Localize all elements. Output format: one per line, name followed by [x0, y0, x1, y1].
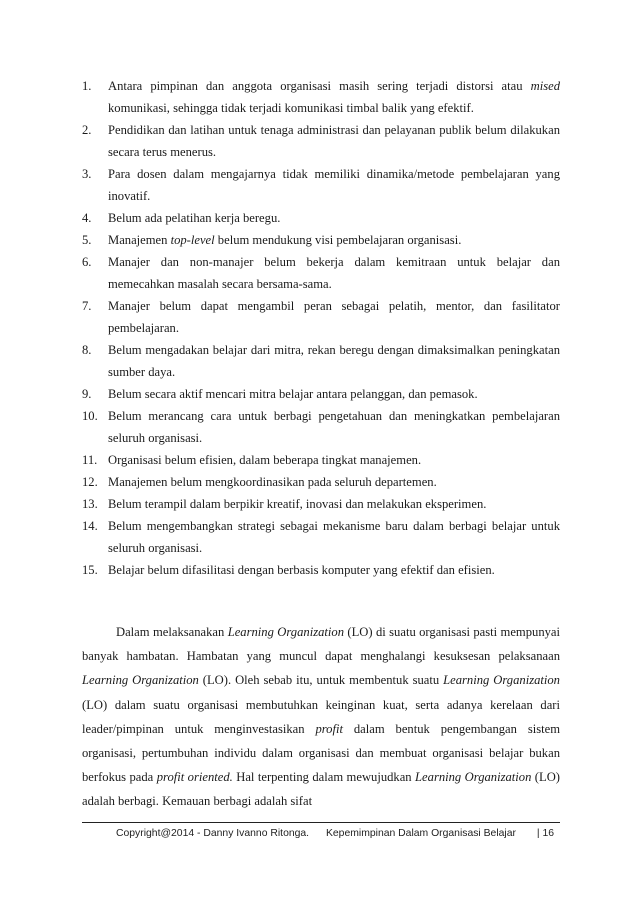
- list-text: Organisasi belum efisien, dalam beberapa tingkat manajemen.: [108, 453, 422, 467]
- list-text: Belum mengembangkan strategi sebagai mekanisme baru dalam berbagi belajar untuk seluruh organisasi.: [108, 519, 560, 555]
- paragraph-text: (LO). Oleh sebab itu, untuk membentuk suatu: [198, 673, 444, 688]
- paragraph-emphasis: Learning Organization: [82, 673, 199, 688]
- list-item: [82, 207, 560, 229]
- list-number: 11.: [82, 453, 98, 467]
- list-item: [82, 471, 560, 493]
- problem-list: [82, 75, 560, 581]
- list-number: 15.: [82, 563, 98, 577]
- list-text: belum mendukung visi pembelajaran organisasi.: [214, 233, 462, 247]
- list-text-emphasis: mised: [530, 79, 560, 93]
- list-number: 9.: [82, 387, 92, 401]
- list-number: 7.: [82, 299, 92, 313]
- footer-book-title: Kepemimpinan Dalam Organisasi Belajar: [325, 828, 516, 839]
- list-item: [82, 295, 560, 339]
- list-text: Manajer dan non-manajer belum bekerja dalam kemitraan untuk belajar dan memecahkan masalah secara bersama-sama.: [108, 255, 560, 291]
- body-paragraph: [82, 620, 560, 814]
- list-number: 13.: [82, 497, 98, 511]
- paragraph-emphasis: Learning Organization: [443, 673, 560, 688]
- list-text: komunikasi, sehingga tidak terjadi komunikasi timbal balik yang efektif.: [108, 101, 474, 115]
- list-item: [82, 251, 560, 295]
- paragraph-text: dalam bentuk pengembangan sistem organisasi, pertumbuhan individu dalam organisasi dan membuat organisasi belajar bukan berfokus pada: [82, 721, 561, 785]
- list-text: Belum terampil dalam berpikir kreatif, inovasi dan melakukan eksperimen.: [108, 497, 487, 511]
- footer-divider: [82, 822, 560, 823]
- list-item: [82, 119, 560, 163]
- paragraph-emphasis: Learning Organization: [227, 625, 344, 639]
- list-number: 3.: [82, 167, 92, 181]
- list-number: 8.: [82, 343, 92, 357]
- list-item: [82, 559, 560, 581]
- list-number: 14.: [82, 519, 98, 533]
- list-item: [82, 163, 560, 207]
- paragraph-text: (LO) dalam suatu organisasi membutuhkan keinginan kuat, serta adanya kerelaan dari leader/pimpinan untuk menginvestasikan: [82, 697, 560, 736]
- list-number: 6.: [82, 255, 92, 269]
- list-text: Pendidikan dan latihan untuk tenaga administrasi dan pelayanan publik belum dilakukan secara terus menerus.: [108, 123, 560, 159]
- list-number: 2.: [82, 123, 92, 137]
- list-text: Belum ada pelatihan kerja beregu.: [108, 211, 281, 225]
- list-number: 5.: [82, 233, 92, 247]
- list-number: 12.: [82, 475, 98, 489]
- list-item: [82, 515, 560, 559]
- list-text-emphasis: top-level: [170, 233, 215, 247]
- list-text: Manajemen belum mengkoordinasikan pada seluruh departemen.: [108, 475, 437, 489]
- list-item: [82, 405, 560, 449]
- list-text: Belum secara aktif mencari mitra belajar antara pelanggan, dan pemasok.: [108, 387, 478, 401]
- list-item: [82, 229, 560, 251]
- paragraph-emphasis: Learning Organization: [415, 770, 532, 785]
- paragraph-text: Hal terpenting dalam mewujudkan: [232, 770, 416, 785]
- list-number: 10.: [82, 409, 98, 423]
- list-text: Belum mengadakan belajar dari mitra, rekan beregu dengan dimaksimalkan peningkatan sumber daya.: [108, 343, 560, 379]
- list-item: [82, 339, 560, 383]
- page-footer: [116, 828, 560, 839]
- page-number: | 16: [536, 828, 555, 839]
- list-text: Belum merancang cara untuk berbagi pengetahuan dan meningkatkan pembelajaran seluruh organisasi.: [108, 409, 560, 445]
- paragraph-emphasis: profit: [315, 721, 343, 736]
- paragraph-text: Dalam melaksanakan: [116, 625, 228, 639]
- list-number: 4.: [82, 211, 92, 225]
- list-item: [82, 383, 560, 405]
- footer-copyright: Copyright@2014 - Danny Ivanno Ritonga.: [116, 828, 310, 839]
- list-item: [82, 449, 560, 471]
- list-text: Belajar belum difasilitasi dengan berbasis komputer yang efektif dan efisien.: [108, 563, 495, 577]
- list-item: [82, 493, 560, 515]
- list-text: Para dosen dalam mengajarnya tidak memiliki dinamika/metode pembelajaran yang inovatif.: [108, 167, 560, 203]
- list-number: 1.: [82, 79, 92, 93]
- list-text: Antara pimpinan dan anggota organisasi masih sering terjadi distorsi atau: [108, 79, 531, 93]
- paragraph-text: (LO) adalah berbagi. Kemauan berbagi adalah sifat: [82, 770, 560, 809]
- paragraph-emphasis: profit oriented.: [156, 770, 233, 785]
- paragraph-text: (LO) di suatu organisasi pasti mempunyai banyak hambatan. Hambatan yang muncul dapat menghalangi kesuksesan pelaksanaan: [82, 625, 561, 664]
- list-item: [82, 75, 560, 119]
- list-text: Manajer belum dapat mengambil peran sebagai pelatih, mentor, dan fasilitator pembelajaran.: [108, 299, 560, 335]
- list-text: Manajemen: [108, 233, 171, 247]
